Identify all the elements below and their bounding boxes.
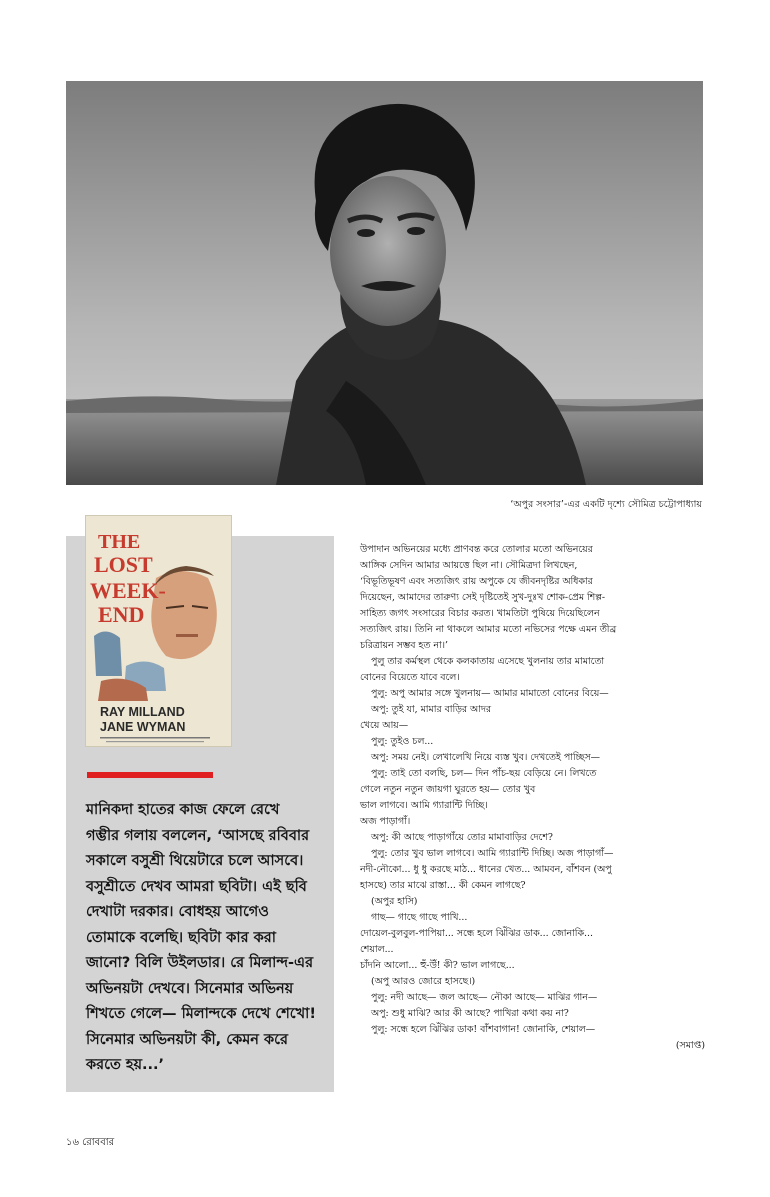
lost-weekend-poster [86,516,231,746]
article-line: বোনের বিয়েতে যাবে বলে। [360,672,460,683]
article-line: পুলু: তোর খুব ভাল লাগবে। আমি গ্যারান্টি দিচ্ছি। অজ পাড়াগাঁ— [371,848,614,859]
article-line: দোয়েল-বুলবুল-পাপিয়া... সন্ধে হলে ঝিঁঝির ডাক... জোনাকি... [360,928,593,939]
photo-caption: ‘অপুর সংসার’-এর একটি দৃশ্যে সৌমিত্র চট্টোপাধ্যায় [510,499,702,510]
poster-title-line: LOST [94,552,153,577]
article-lines [360,542,705,1038]
article-line: পুলু: নদী আছে— জল আছে— নৌকা আছে— মাঝির গান— [371,992,598,1003]
article-line: গাছ— গাছে গাছে পাখি... [371,912,468,923]
poster-title-line: THE [98,531,141,553]
pull-quote: মানিকদা হাতের কাজ ফেলে রেখে গম্ভীর গলায় বললেন, ‘আসছে রবিবার সকালে বসুশ্রী থিয়েটারে চলে আসবে। বসুশ্রীতে দেখব আমরা ছবিটা। এই ছবি দেখাটা দরকার। বোধহয় আগেও তোমাকে বলেছি। ছবিটা কার করা জানো? বিলি উইলডার। রে মিলান্দ-এর অভিনয়টা দেখবে। সিনেমার অভিনয় শিখতে গেলে— মিলান্দকে দেখে শেখো! সিনেমার অভিনয়টা কী, কেমন করে করতে হয়...’ [86,802,316,1073]
poster-star-1: RAY MILLAND [100,705,185,719]
article-line: খেয়ে আয়— [360,720,409,731]
article-line: অজ পাড়াগাঁ। [360,816,411,827]
article-line: অপু: তুই যা, মামার বাড়ির আদর [371,704,492,715]
article-line: শেয়াল... [360,944,394,955]
article-end-mark: (সমাপ্ত) [675,1040,705,1051]
article-line: চরিত্রায়ন সম্ভব হত না।’ [360,640,448,651]
article-line: গেলে নতুন নতুন জায়গা ঘুরতে হয়— তোর খুব [360,784,536,795]
article-line: নদী-নৌকো... ধু ধু করছে মাঠ... ধানের খেত... আমবন, বাঁশবন (অপু [360,864,612,875]
article-line: অপু: কী আছে পাড়াগাঁয়ে তোর মামাবাড়ির দেশে? [371,832,553,843]
article-line: অপু: শুধু মাঝি? আর কী আছে? পাখিরা কথা কয় না? [371,1008,569,1019]
article-line: পুলু: অপু আমার সঙ্গে খুলনায়— আমার মামাতো বোনের বিয়ে— [371,688,609,699]
poster-title-line: END [98,602,145,627]
article-line: আঙ্গিক সেদিন আমার আয়ত্তে ছিল না। সৌমিত্রদা লিখছেন, [360,560,578,571]
movie-poster-image [86,516,231,746]
film-still-image [66,81,703,485]
article-line: সাহিত্য জগৎ সংসারের বিচার করত। খামতিটা পুষিয়ে দিয়েছিলেন [360,608,600,619]
article-line: সত্যজিৎ রায়। তিনি না থাকলে আমার মতো নভিসের পক্ষে এমন তীব্র [360,624,617,635]
article-line: পুলু তার কর্মস্থল থেকে কলকাতায় এসেছে খুলনায় তার মামাতো [371,656,605,667]
article-line: (অপুর হাসি) [371,896,418,907]
poster-star-2: JANE WYMAN [100,720,186,734]
page-folio: ১৬ রোববার [66,1137,115,1148]
article-body [360,542,705,1054]
article-line: পুলু: তুইও চল... [371,736,434,747]
article-line: উপাদান অভিনয়ের মধ্যে প্রাণবন্ত করে তোলার মতো অভিনয়ের [360,544,593,555]
article-line: চাঁদনি আলো... হুঁ-উঁ! কী? ভাল লাগছে... [360,960,515,971]
article-line: পুলু: তাই তো বলছি, চল— দিন পাঁচ-ছয় বেড়িয়ে নে। লিখতে [371,768,597,779]
film-still-photo [66,81,703,485]
poster-title-line: WEEK- [90,578,166,603]
article-line: অপু: সময় নেই। লেখালেখি নিয়ে ব্যস্ত খুব। দেখতেই পাচ্ছিস— [371,752,601,763]
red-divider [87,772,213,778]
article-line: ভাল লাগবে। আমি গ্যারান্টি দিচ্ছি। [360,800,488,811]
article-line: পুলু: সন্ধে হলে ঝিঁঝির ডাক! বাঁশবাগান! জোনাকি, শেয়াল— [371,1024,596,1035]
article-line: হাসছে) তার মাঝে রাস্তা... কী কেমন লাগছে? [360,880,526,891]
article-line: ‘বিভূতিভূষণ এবং সত্যজিৎ রায় অপুকে যে জীবনদৃষ্টির অধিকার [360,576,593,587]
article-line: দিয়েছেন, আমাদের তারুণ্য সেই দৃষ্টিতেই সুখ-দুঃখ শোক-প্রেম শিল্প- [360,592,606,603]
article-line: (অপু আরও জোরে হাসছে।) [371,976,476,987]
